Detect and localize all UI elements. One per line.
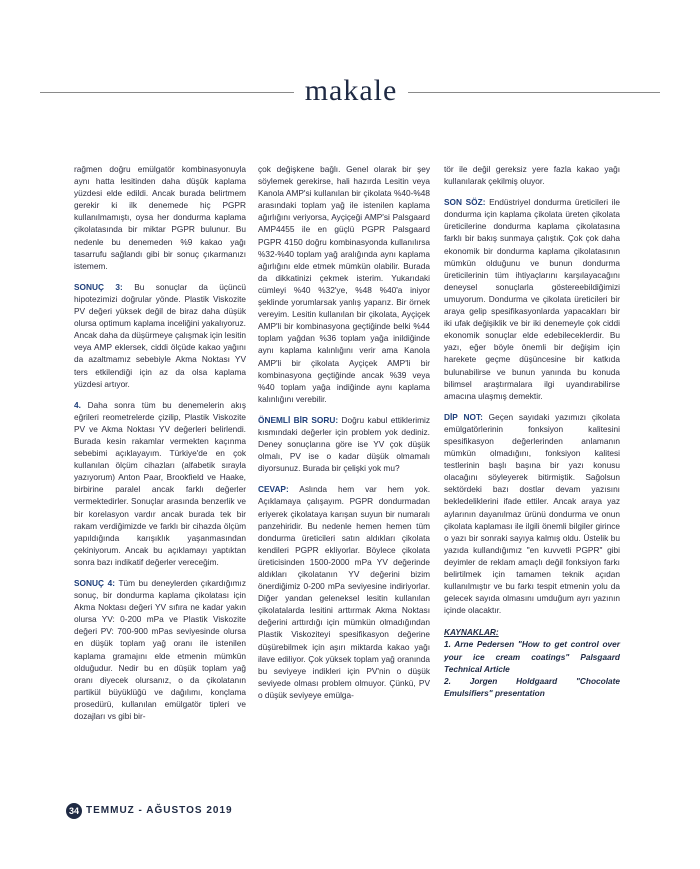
- paragraph-text: Endüstriyel dondurma üreticileri ile dondurma için kaplama çikolata üreten çikolata üreticilerine dondurma kaplama çikolatasına farklı bir bakış sunmaya çalıştık. Çok çok daha ekonomik bir dondurma kaplama çikolatasının mümkün olduğunu ve bunun dondurma üreticilerinin tüm ihtiyaçlarını karşılayacağını deneysel sonuçlarla göstereebildiğimizi umuyorum. Dondurma ve çikolata üreticileri bir araya gelip spesifikasyonlarda yapacakları bir iki ufak değişiklik ve bir iki denemeyle çok ciddi ekonomik sonuçlar elde edebileceklerdir. Bu yazı, eğer böyle önemli bir değişim için harekete geçme düşüncesine bir katkıda bulunabilirse ve bunun yanında bu konuda bilimsel araştırmalara ilgi uyandırabilirse amacına ulaşmış demektir.: [444, 197, 621, 401]
- section-title: makale: [304, 74, 398, 107]
- paragraph: [444, 163, 620, 187]
- references-heading: KAYNAKLAR:: [444, 627, 499, 638]
- paragraph: [74, 163, 246, 272]
- paragraph-text: Tüm bu deneylerden çıkardığımız sonuç, bir dondurma kaplama çikolatası için Akma Noktası değeri YV sıfıra ne kadar yakın olursa YV: 0-200 mPa ve Plastik Viskozite değeri PV: 700-900 mPas seviyesinde olursa en düşük toplam yağ oranı ile istenilen kaplama gramajını elde etmenin mümkün olduğudur. Nedir bu en düşük toplam yağ oranı diyecek olursanız, o da çikolatanın partikül büyüklüğü ve dağılımı, konçlama prosedürü, kullanılan emülgatör tipleri ve dozajları vs gibi bir-: [74, 578, 246, 722]
- paragraph-heading: 4.: [74, 399, 81, 410]
- paragraph: [258, 483, 430, 701]
- paragraph-text: Daha sonra tüm bu denemelerin akış eğrileri reometrelerde çizilip, Plastik Viskozite PV ve Akma Noktası YV değerleri belirlendi. Burada kesin rakamlar vermekten kaçınma sebebimi açıklayayım. Türkiye'de en çok kullanılan ölçüm cihazları (alfabetik sırayla yazıyorum) Anton Paar, Brookfield ve Haake, birbirine paralel ancak farklı değerler vermektedirler. Sonuçlar arasında benzerlik ve bir korelasyon vardır ancak burada tek bir rakam verdiğimizde ve farklı bir cihazda ölçüm yapıldığında karışıklık yaşanmasından çekiniyorum. Ancak bu açıklamayı yaptıktan sonra bazı indikatif değerler vereceğim.: [74, 399, 246, 567]
- paragraph: [258, 414, 430, 474]
- paragraph-text: rağmen doğru emülgatör kombinasyonuyla aynı hatta lesitinden daha düşük kaplama yüzdesi elde edildi. Ancak burada belirtmem gerekir ki ilk denemede hiç PGPR kullanılmamıştı, oysa her dondurma kaplama çikolatasında bir miktar PGPR bulunur. Bu nedenle bu denemeden %9 kakao yağı tasarrufu sağlandı gibi bir sonuç çıkarmanızı istemem.: [74, 164, 246, 271]
- reference-item: 2. Jorgen Holdgaard "Chocolate Emulsifiers" presentation: [444, 675, 620, 698]
- paragraph-text: Aslında hem var hem yok. Açıklamaya çalışayım. PGPR dondurmadan eriyerek çikolataya karışan suyun bir numaralı panzehiridir. Bu nedenle hemen hemen tüm dondurma üreticileri satın aldıkları çikolata kendileri PGPR ekliyorlar. Böylece çikolata üreticisinden 1500-2000 mPa YV değerinde aldıkları çikolatanın YV değerini bizim önerdiğimiz 0-200 mPa seviyesine indiriyorlar. Diğer yandan geleneksel lesitin kullanılan çikolatalarda lesitini arttırmak Akma Noktası değerini arttırdığı için mümkün olmadığından Plastik Viskoziteyi spesifikasyon değerine düşürebilmek için aşırı miktarda kakao yağı ilave ediliyor. Çok yüksek toplam yağ oranında bu seviyeye indikleri için PV'nin o düşük seviyede olması problem olmuyor. Çünkü, PV o düşük seviyeye emülga-: [258, 484, 430, 700]
- header-rule-left: [40, 92, 294, 93]
- paragraph-text: Bu sonuçlar da üçüncü hipotezimizi doğrular yönde. Plastik Viskozite PV değeri yüksek değil de biraz daha düşük olursa optimum kaplama inceliğini yakalıyoruz. Ancak daha da düşürmeye çalışmak için lesitin veya AMP eklersek, ciddi ölçüde kakao yağını da azaltmamız sebebiyle Akma Noktası YV ters etkilendiği için az da olsa kaplama yüzdesi artıyor.: [74, 281, 247, 389]
- paragraph: [444, 196, 620, 402]
- page-number: 34: [66, 803, 82, 819]
- paragraph-text: çok değişkene bağlı. Genel olarak bir şey söylemek gerekirse, hali hazırda Lesitin veya Kanola AMP'si kullanılan bir çikolata %40-%48 arasındaki toplam yağ ile istenilen kaplama ağırlığını veriyorsa, Ayçiçeği AMP'si Palsgaard AMP4455 ile en güçlü PGPR Palsgaard PGPR 4150 doğru kombinasyonda kullanılırsa %32-%40 toplam yağ aralığında aynı kaplama ağırlığını elde etmek mümkün olabilir. Burada da dikkatinizi çekmek isterim. Yukarıdaki cümleyi %40 %32'ye, %48 %40'a iniyor şeklinde yorumlarsak yanlış yaparız. Bir örnek vereyim. Lesitin kullanılan bir çikolata, Ayçiçek AMP'li bir kombinasyona geçtiğinde belki %44 toplam yağdan %36 toplam yağa inildiğinde aynı kaplama kalınlığını verir ama Kanola AMP'li bir çikolata Ayçiçek AMP'li bir kombinasyona geçtiğinde ancak %39 veya %40 toplam yağa indiğinde aynı kaplama kalınlığını verebilir.: [258, 164, 430, 404]
- paragraph-heading: SON SÖZ:: [444, 197, 486, 208]
- paragraph-text: Doğru kabul ettiklerimiz kısmındaki değerler için problem yok dediniz. Deney sonuçlarına göre ise YV çok düşük olmalı, PV ise o kadar düşük olmamalı diyorsunuz. Burada bir çelişki yok mu?: [258, 414, 430, 474]
- paragraph-text: tör ile değil gereksiz yere fazla kakao yağı kullanılarak çekilmiş oluyor.: [444, 164, 620, 187]
- column-3: [444, 163, 620, 699]
- issue-date: TEMMUZ - AĞUSTOS 2019: [86, 805, 233, 816]
- column-2: [258, 163, 430, 710]
- reference-item: 1. Arne Pedersen "How to get control over your ice cream coatings" Palsgaard Technical Article: [444, 639, 620, 674]
- paragraph: [444, 411, 620, 617]
- paragraph-text: Geçen sayıdaki yazımızı çikolata emülgatörlerinin fonksiyon kalitesini spesifikasyon değerlerinden anlamanın mümkün olmadığını, fonksiyon kalitesi testlerinin başlı başına bir yazı konusu olacağını söyleyerek bitirmiştik. Sağolsun sektördeki bazı dostlar devam yazısını bekledeliklerini ifade ettiler. Ancak araya yaz aylarının dayanılmaz ürünü dondurma ve onun çikolata kaplaması ile ilgili önemli bilgiler girince o yazı bir sonraki sayıya kalmış oldu. Üstelik bu yazıda kullandığımız "en kuvvetli PGPR" gibi deyimler de reklam amaçlı değil fonksiyon farkı belirtilmek için tamamen teknik açıdan kullanılmıştır ve bu farkı tespit etmenin yolu da gelecek sayıda olmasını umduğum ayrı yazının içinde olacaktır.: [444, 411, 621, 616]
- paragraph-heading: SONUÇ 4:: [74, 578, 115, 588]
- paragraph-heading: CEVAP:: [258, 484, 289, 495]
- references: [444, 626, 620, 699]
- paragraph-heading: DİP NOT:: [444, 411, 483, 422]
- paragraph: [74, 577, 246, 722]
- paragraph: [74, 281, 246, 390]
- column-1: [74, 163, 246, 731]
- paragraph: [74, 399, 246, 568]
- page-header: [0, 72, 700, 112]
- paragraph-heading: SONUÇ 3:: [74, 281, 123, 292]
- paragraph: [258, 163, 430, 405]
- paragraph-heading: ÖNEMLİ BİR SORU:: [258, 414, 339, 425]
- header-rule-right: [408, 92, 660, 93]
